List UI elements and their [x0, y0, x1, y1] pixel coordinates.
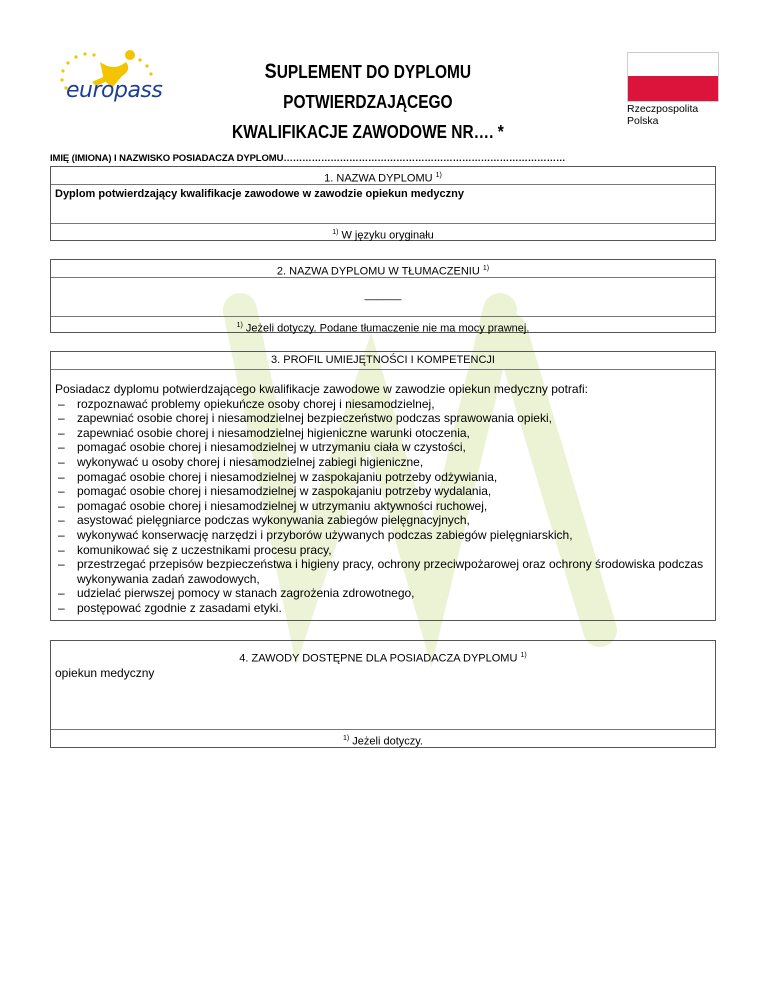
section-diploma-translation	[50, 259, 716, 333]
europass-logo	[52, 48, 162, 108]
list-item: – asystować pielęgniarce podczas wykonywania zabiegów pielęgnacyjnych,	[55, 513, 711, 528]
skills-list	[55, 397, 711, 616]
title-initial: S	[264, 60, 277, 83]
list-item: – wykonywać konserwację narzędzi i przyborów używanych podczas zabiegów pielęgniarskich,	[55, 528, 711, 543]
title-line1: UPLEMENT DO DYPLOMU POTWIERDZAJĄCEGO	[276, 62, 472, 112]
title-line2: KWALIFIKACJE ZAWODOWE NR…. *	[232, 122, 504, 142]
list-item: – zapewniać osobie chorej i niesamodzielnej bezpieczeństwo podczas sprawowania opieki,	[55, 411, 711, 426]
section-skills-profile	[50, 351, 716, 621]
section-3-intro: Posiadacz dyplomu potwierdzającego kwalifikacje zawodowe w zawodzie opiekun medyczny potrafi:	[55, 382, 588, 396]
section-1-heading: 1. NAZWA DYPLOMU $^{1)}$	[51, 167, 715, 185]
list-item: – zapewniać osobie chorej i niesamodzielnej higieniczne warunki otoczenia,	[55, 426, 711, 441]
section-occupations	[50, 640, 716, 748]
section-4-content: opiekun medyczny	[55, 666, 155, 680]
section-2-footnote: $^{1)}$ Jeżeli dotyczy. Podane tłumaczenie nie ma mocy prawnej.	[51, 316, 715, 334]
list-item: – pomagać osobie chorej i niesamodzielnej w utrzymaniu aktywności ruchowej,	[55, 499, 711, 514]
section-2-content: ______	[364, 289, 402, 301]
section-2-heading: 2. NAZWA DYPLOMU W TŁUMACZENIU $^{1)}$	[51, 260, 715, 278]
list-item: – przestrzegać przepisów bezpieczeństwa i higieny pracy, ochrony przeciwpożarowej oraz ochrony środowiska podczas wykonywania zadań zawodowych,	[55, 557, 711, 586]
list-item: – komunikować się z uczestnikami procesu pracy,	[55, 543, 711, 558]
section-3-body	[51, 370, 715, 616]
list-item: – wykonywać u osoby chorej i niesamodzielnej zabiegi higieniczne,	[55, 455, 711, 470]
polish-flag-icon	[627, 52, 719, 102]
section-1-footnote: $^{1)}$ W języku oryginału	[51, 223, 715, 241]
flag-label: Rzeczpospolita Polska	[627, 103, 699, 127]
section-1-content: Dyplom potwierdzający kwalifikacje zawodowe w zawodzie opiekun medyczny	[55, 188, 464, 200]
list-item: – pomagać osobie chorej i niesamodzielnej w utrzymaniu ciała w czystości,	[55, 440, 711, 455]
section-3-heading: 3. PROFIL UMIEJĘTNOŚCI I KOMPETENCJI	[51, 352, 715, 370]
europass-logo-text: europass	[66, 78, 163, 103]
list-item: – pomagać osobie chorej i niesamodzielnej w zaspokajaniu potrzeby odżywiania,	[55, 470, 711, 485]
list-item: – postępować zgodnie z zasadami etyki.	[55, 601, 711, 616]
holder-name-label: IMIĘ (IMIONA) I NAZWISKO POSIADACZA DYPLOMU………………………………………………………………………………	[50, 153, 566, 164]
section-diploma-name	[50, 166, 716, 241]
list-item: – rozpoznawać problemy opiekuńcze osoby chorej i niesamodzielnej,	[55, 397, 711, 412]
page-title	[183, 57, 553, 147]
section-4-heading: 4. ZAWODY DOSTĘPNE DLA POSIADACZA DYPLOMU $^{1)}$	[239, 652, 527, 665]
section-4-footnote: $^{1)}$ Jeżeli dotyczy.	[51, 729, 715, 747]
list-item: – udzielać pierwszej pomocy w stanach zagrożenia zdrowotnego,	[55, 586, 711, 601]
list-item: – pomagać osobie chorej i niesamodzielnej w zaspokajaniu potrzeby wydalania,	[55, 484, 711, 499]
